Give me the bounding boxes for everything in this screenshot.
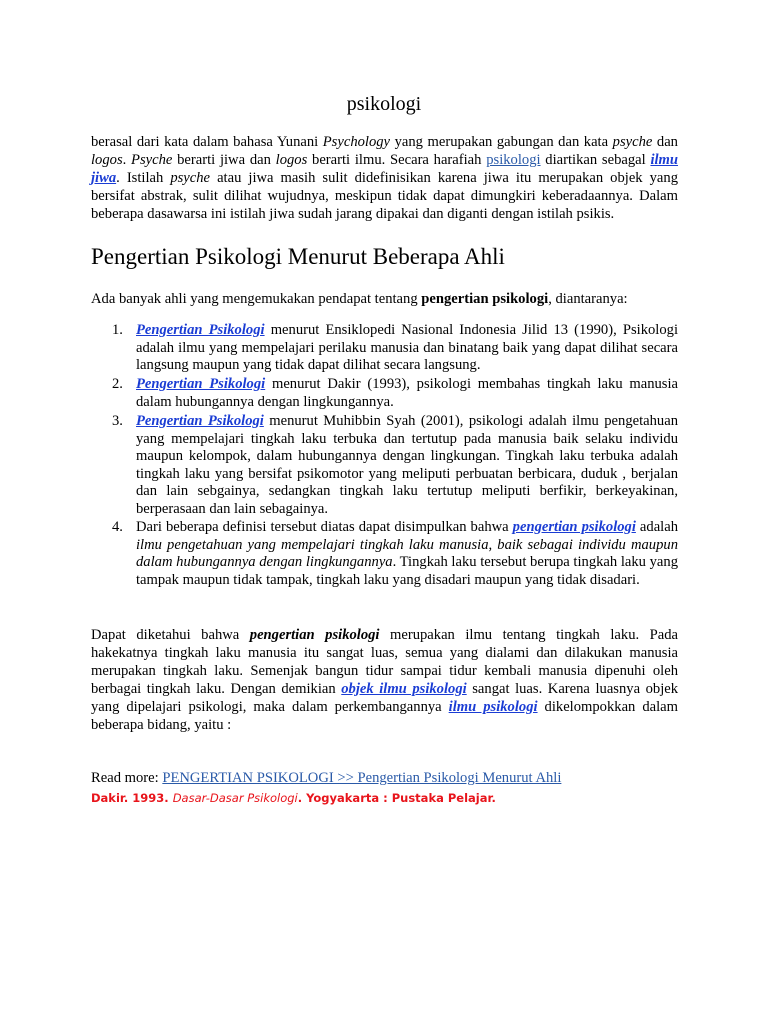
pengertian-psikologi-link[interactable]: Pengertian Psikologi xyxy=(136,413,264,429)
text: merupakan ilmu tentang tingkah laku. Pada hakekatnya tingkah laku manusia itu sangat luas, semua yang dialami dan dilakukan manusia merupakan tingkah laku. Semenjak bangun tidur sampai tidur kembali manusia dipenuhi oleh berbagai tingkah laku. Dengan demikian xyxy=(91,627,679,697)
text: . Yogyakarta : Pustaka Pelajar. xyxy=(297,791,496,805)
list-intro xyxy=(91,290,678,308)
read-more-link[interactable]: PENGERTIAN PSIKOLOGI >> Pengertian Psikologi Menurut Ahli xyxy=(162,770,562,786)
text: berarti ilmu. Secara harafiah xyxy=(307,152,487,168)
reference-citation xyxy=(91,791,691,805)
list-number: 4. xyxy=(112,519,123,535)
list-number: 1. xyxy=(112,322,123,338)
document-title: psikologi xyxy=(346,93,422,115)
italic-term: Psychology xyxy=(322,134,391,150)
text: atau jiwa masih sulit didefinisikan karena jiwa itu merupakan objek yang bersifat abstrak, sulit dilihat wujudnya, meskipun tidak dapat dimungkiri keberadaannya. Dalam beberapa dasawarsa ini istilah jiwa sudah jarang dipakai dan diganti dengan istilah psikis. xyxy=(91,170,678,222)
text: dikelompokkan dalam beberapa bidang, yaitu : xyxy=(91,699,678,733)
text: yang merupakan gabungan dan kata xyxy=(390,134,613,150)
text: menurut Ensiklopedi Nasional Indonesia Jilid 13 (1990), Psikologi adalah ilmu yang mempelajari perilaku manusia dan binatang baik yang dapat dilihat secara langsung maupun yang tidak dapat dilihat secara langsung. xyxy=(136,322,678,374)
text: sangat luas. Karena luasnya objek yang dipelajari psikologi, maka dalam perkembangannya xyxy=(91,681,679,715)
ilmu-jiwa-link[interactable]: ilmu jiwa xyxy=(91,152,679,186)
text: . Tingkah laku tersebut berupa tingkah laku yang tampak maupun tidak tampak, tingkah laku yang disadari maupun yang tidak disadari. xyxy=(136,554,679,588)
italic-term: logos xyxy=(91,152,123,168)
text: . Istilah xyxy=(116,170,171,186)
list-number: 3. xyxy=(112,413,123,429)
text: berasal dari kata dalam bahasa Yunani xyxy=(91,134,323,150)
text: . xyxy=(122,152,132,168)
text: dan xyxy=(652,134,678,150)
list-number: 2. xyxy=(112,376,123,392)
text: diartikan sebagal xyxy=(540,152,651,168)
text: berarti jiwa dan xyxy=(172,152,276,168)
bold-italic-term: pengertian psikologi xyxy=(249,627,380,643)
list-item xyxy=(91,322,678,375)
pengertian-psikologi-link[interactable]: Pengertian Psikologi xyxy=(136,376,266,392)
ilmu-psikologi-link[interactable]: ilmu psikologi xyxy=(448,699,538,715)
text: Dapat diketahui bahwa xyxy=(91,627,250,643)
text: Ada banyak ahli yang mengemukakan pendapat tentang xyxy=(91,291,422,307)
read-more xyxy=(91,769,691,787)
italic-term: Psyche xyxy=(131,152,173,168)
text: Dakir. 1993. xyxy=(91,791,173,805)
italic-term: psyche xyxy=(612,134,653,150)
psikologi-link[interactable]: psikologi xyxy=(486,152,541,168)
intro-paragraph xyxy=(91,133,678,223)
section-heading: Pengertian Psikologi Menurut Beberapa Ahli xyxy=(91,244,505,269)
text: Dari beberapa definisi tersebut diatas dapat disimpulkan bahwa xyxy=(136,519,513,535)
text: menurut Muhibbin Syah (2001), psikologi adalah ilmu pengetahuan yang mempelajari tingkah laku terbuka dan tertutup pada manusia baik selaku individu maupun kelompok, dalam hubungannya dengan lingkungan. Tingkah laku terbuka adalah tingkah laku yang bersifat psikomotor yang meliputi perbuatan berbicara, duduk , berjalan dan lain sebgainya, sedangkan tingkah laku tertutup meliputi berfikir, berkeyakinan, berperasaan dan lain sebagainya. xyxy=(136,413,679,517)
objek-ilmu-psikologi-link[interactable]: objek ilmu psikologi xyxy=(341,681,467,697)
italic-term: logos xyxy=(275,152,308,168)
text: menurut Dakir (1993), psikologi membahas tingkah laku manusia dalam hubungannya dengan lingkungannya. xyxy=(136,376,679,410)
list-item xyxy=(91,376,678,411)
closing-paragraph xyxy=(91,626,678,734)
italic-term: psyche xyxy=(170,170,211,186)
pengertian-psikologi-link[interactable]: Pengertian Psikologi xyxy=(136,322,265,338)
read-more-label: Read more: xyxy=(91,770,163,786)
bold-term: pengertian psikologi xyxy=(421,291,549,307)
list-item xyxy=(91,413,678,519)
list-item xyxy=(91,519,678,589)
italic-definition: ilmu pengetahuan yang mempelajari tingkah laku manusia, baik sebagai individu maupun dalam hubungannya dengan lingkungannya xyxy=(136,536,678,571)
italic-book-title: Dasar-Dasar Psikologi xyxy=(172,791,298,805)
text: adalah xyxy=(635,519,679,535)
text: , diantaranya: xyxy=(548,291,628,307)
pengertian-psikologi-link[interactable]: pengertian psikologi xyxy=(512,519,636,535)
